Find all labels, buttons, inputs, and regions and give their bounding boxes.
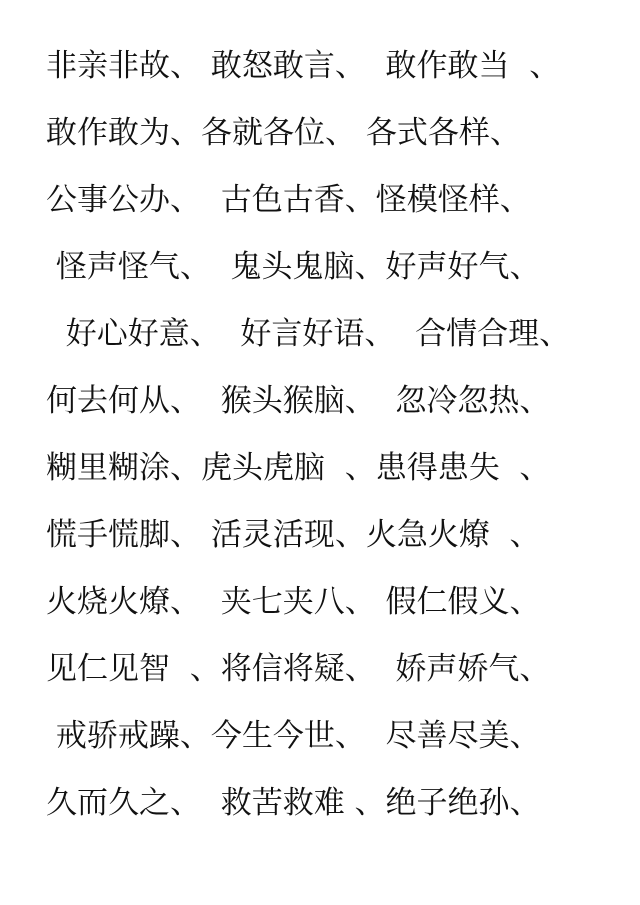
text-line-2: 敢作敢为、各就各位、 各式各样、 bbox=[46, 115, 521, 151]
text-line-1: 非亲非故、 敢怒敢言、 敢作敢当 、 bbox=[46, 48, 561, 84]
text-line-9: 火烧火燎、 夹七夹八、 假仁假义、 bbox=[46, 584, 541, 620]
text-line-6: 何去何从、 猴头猴脑、 忽冷忽热、 bbox=[46, 383, 551, 419]
text-line-4: 怪声怪气、 鬼头鬼脑、好声好气、 bbox=[46, 249, 541, 285]
text-line-10: 见仁见智 、将信将疑、 娇声娇气、 bbox=[46, 651, 551, 687]
text-line-3: 公事公办、 古色古香、怪模怪样、 bbox=[46, 182, 531, 218]
text-line-8: 慌手慌脚、 活灵活现、火急火燎 、 bbox=[46, 517, 541, 553]
text-line-5: 好心好意、 好言好语、 合情合理、 bbox=[46, 316, 571, 352]
text-line-12: 久而久之、 救苦救难 、绝子绝孙、 bbox=[46, 785, 541, 821]
text-line-7: 糊里糊涂、虎头虎脑 、患得患失 、 bbox=[46, 450, 551, 486]
text-line-11: 戒骄戒躁、今生今世、 尽善尽美、 bbox=[46, 718, 541, 754]
